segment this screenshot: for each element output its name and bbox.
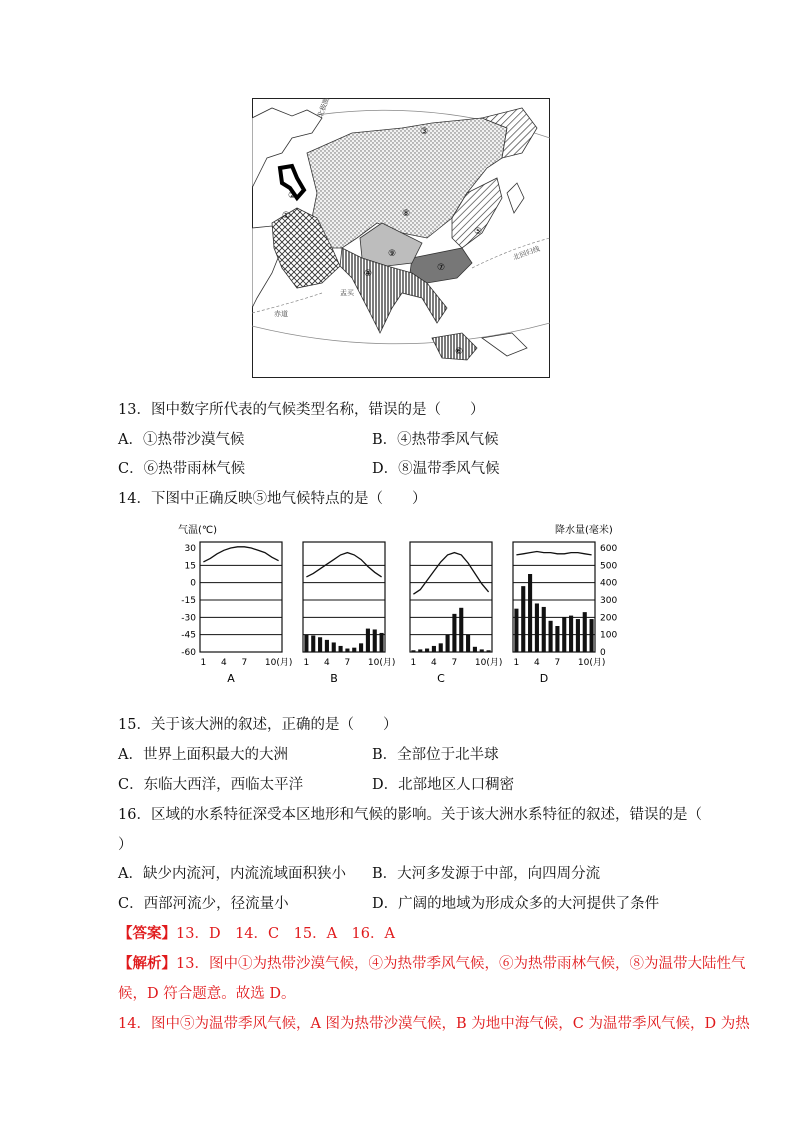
chart-frame bbox=[200, 542, 282, 652]
precip-bar bbox=[514, 609, 518, 652]
map-number-7: ⑦ bbox=[437, 263, 446, 273]
q13-option-d: D．⑧温带季风气候 bbox=[372, 461, 500, 477]
map-label-tropic: 北回归线 bbox=[511, 244, 541, 262]
precip-bar bbox=[318, 637, 322, 652]
precip-bar bbox=[590, 619, 594, 652]
map-number-6: ⑥ bbox=[455, 347, 464, 357]
month-tick-label: 1 bbox=[200, 658, 207, 668]
q14-stem: 14．下图中正确反映⑤地气候特点的是（ ） bbox=[118, 491, 427, 507]
map-number-1: ① bbox=[282, 211, 291, 221]
precip-bar bbox=[359, 643, 363, 652]
precip-bar bbox=[576, 619, 580, 652]
temp-tick-label: -60 bbox=[181, 648, 196, 658]
temp-tick-label: -15 bbox=[181, 596, 196, 606]
precip-bar bbox=[555, 626, 559, 652]
answer-tag: 【答案】 bbox=[118, 925, 176, 942]
q13-stem: 13．图中数字所代表的气候类型名称，错误的是（ ） bbox=[118, 402, 485, 418]
climate-chart-B bbox=[303, 542, 395, 685]
q16-option-b: B．大河多发源于中部，向四周分流 bbox=[372, 866, 601, 882]
q13-option-a: A．①热带沙漠气候 bbox=[118, 432, 245, 448]
analysis-line1 bbox=[118, 954, 745, 974]
precip-bar bbox=[432, 646, 436, 652]
map-svg bbox=[252, 98, 550, 378]
month-tick-label: 7 bbox=[554, 658, 561, 668]
month-tick-label: 10(月) bbox=[367, 658, 396, 668]
precip-bar bbox=[542, 607, 546, 652]
map-number-3: ③ bbox=[420, 127, 429, 137]
temp-tick-label: 15 bbox=[184, 561, 196, 572]
precip-bar bbox=[332, 642, 336, 652]
climate-chart-D bbox=[513, 542, 605, 685]
q13-option-b: B．④热带季风气候 bbox=[372, 432, 499, 448]
climate-charts-svg bbox=[170, 520, 630, 695]
temp-tick-label: 30 bbox=[184, 544, 196, 554]
month-tick-label: 1 bbox=[513, 658, 520, 668]
precip-bar bbox=[380, 633, 384, 652]
month-tick-label: 7 bbox=[344, 658, 351, 668]
q16-option-a: A．缺少内流河，内流流域面积狭小 bbox=[118, 866, 346, 882]
precip-bar bbox=[418, 649, 422, 652]
map-number-8: ⑧ bbox=[402, 209, 411, 219]
chart-panels bbox=[200, 542, 605, 685]
precip-bar bbox=[452, 614, 456, 652]
precip-tick-label: 600 bbox=[600, 544, 618, 554]
precip-bar bbox=[352, 648, 356, 652]
panel-label: B bbox=[330, 672, 338, 685]
month-tick-label: 10(月) bbox=[264, 658, 293, 668]
precip-tick-label: 100 bbox=[600, 630, 618, 641]
precip-bar bbox=[439, 643, 443, 652]
climate-charts bbox=[170, 520, 630, 695]
temp-tick-label: -45 bbox=[181, 630, 196, 641]
q15-option-c: C．东临大西洋，西临太平洋 bbox=[118, 777, 304, 793]
analysis-line3: 14．图中⑤为温带季风气候，A 图为热带沙漠气候，B 为地中海气候，C 为温带季风气候，D 为热 bbox=[118, 1016, 750, 1032]
precip-tick-label: 500 bbox=[600, 561, 618, 572]
precip-tick-label: 200 bbox=[600, 613, 618, 624]
month-tick-label: 7 bbox=[241, 658, 248, 668]
temp-ticks bbox=[181, 544, 196, 658]
precip-bar bbox=[373, 629, 377, 652]
q15-option-d: D．北部地区人口稠密 bbox=[372, 777, 515, 793]
map-number-4: ④ bbox=[364, 269, 373, 279]
precip-tick-label: 400 bbox=[600, 578, 618, 589]
month-tick-label: 7 bbox=[451, 658, 458, 668]
q16-option-c: C．西部河流少，径流量小 bbox=[118, 896, 289, 912]
map-number-5: ⑤ bbox=[474, 227, 483, 237]
temp-tick-label: 0 bbox=[190, 578, 196, 589]
panel-label: D bbox=[539, 672, 549, 685]
panel-label: C bbox=[437, 672, 445, 685]
climate-chart-C bbox=[410, 542, 502, 685]
precip-bar bbox=[446, 635, 450, 652]
precip-bar bbox=[528, 574, 532, 652]
precip-bar bbox=[549, 621, 553, 652]
precip-bar bbox=[339, 646, 343, 652]
map-label-city: 盂买 bbox=[340, 289, 354, 297]
precip-bar bbox=[521, 586, 525, 652]
month-tick-label: 1 bbox=[303, 658, 310, 668]
precip-ticks bbox=[600, 544, 617, 658]
precip-bar bbox=[569, 616, 573, 652]
panel-label: A bbox=[227, 672, 235, 685]
map-label-equator: 赤道 bbox=[274, 310, 288, 318]
month-tick-label: 4 bbox=[324, 658, 330, 668]
precip-bar bbox=[583, 612, 587, 652]
analysis-tag: 【解析】 bbox=[118, 955, 176, 972]
precip-bar bbox=[425, 649, 429, 652]
q15-option-b: B．全部位于北半球 bbox=[372, 747, 499, 763]
temp-axis-title: 气温(℃) bbox=[178, 525, 218, 536]
climate-chart-A bbox=[200, 542, 292, 685]
q16-stem-line1: 16．区域的水系特征深受本区地形和气候的影响。关于该大洲水系特征的叙述，错误的是（ bbox=[118, 807, 702, 823]
q13-option-c: C．⑥热带雨林气候 bbox=[118, 461, 246, 477]
month-tick-label: 4 bbox=[431, 658, 437, 668]
answer-line bbox=[118, 924, 395, 944]
q16-option-d: D．广阔的地域为形成众多的大河提供了条件 bbox=[372, 896, 660, 912]
month-tick-label: 4 bbox=[221, 658, 227, 668]
precip-bar bbox=[311, 636, 315, 652]
asia-climate-map bbox=[252, 98, 550, 378]
map-number-2: ② bbox=[288, 191, 297, 201]
precip-bar bbox=[325, 640, 329, 652]
q15-stem: 15．关于该大洲的叙述，正确的是（ ） bbox=[118, 717, 398, 733]
analysis-line2: 候，D 符合题意。故选 D。 bbox=[118, 986, 296, 1002]
precip-bar bbox=[366, 629, 370, 652]
map-number-9: ⑨ bbox=[388, 249, 397, 259]
precip-tick-label: 300 bbox=[600, 596, 618, 606]
precip-bar bbox=[487, 650, 491, 652]
precip-bar bbox=[535, 603, 539, 652]
month-tick-label: 1 bbox=[410, 658, 417, 668]
precip-bar bbox=[345, 649, 349, 652]
temp-tick-label: -30 bbox=[181, 613, 196, 624]
analysis-text-1: 13．图中①为热带沙漠气候，④为热带季风气候，⑥为热带雨林气候，⑧为温带大陆性气 bbox=[176, 956, 746, 972]
month-tick-label: 10(月) bbox=[474, 658, 503, 668]
precip-bar bbox=[411, 650, 415, 652]
precip-axis-title: 降水量(毫米) bbox=[555, 525, 613, 536]
precip-bar bbox=[562, 617, 566, 652]
q16-stem-line2: ） bbox=[118, 837, 133, 853]
map-label-arctic: 北极圈 bbox=[316, 98, 332, 119]
q15-option-a: A．世界上面积最大的大洲 bbox=[118, 747, 288, 763]
precip-bar bbox=[459, 608, 463, 652]
precip-bar bbox=[480, 649, 484, 652]
precip-bar bbox=[466, 635, 470, 652]
answer-text: 13．D 14．C 15．A 16．A bbox=[176, 926, 395, 942]
precip-bar bbox=[304, 635, 308, 652]
precip-tick-label: 0 bbox=[600, 648, 606, 658]
month-tick-label: 10(月) bbox=[577, 658, 606, 668]
month-tick-label: 4 bbox=[534, 658, 540, 668]
chart-frame bbox=[410, 542, 492, 652]
precip-bar bbox=[473, 647, 477, 652]
